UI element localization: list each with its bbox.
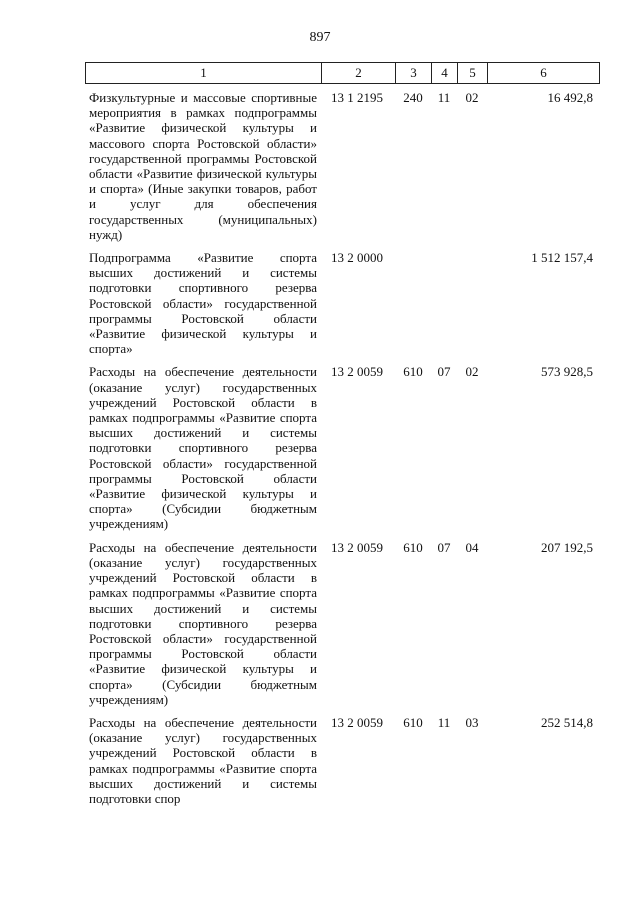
row-amount: 252 514,8 — [541, 714, 593, 730]
row-vr: 240 — [403, 90, 423, 105]
row-code: 13 2 0059 — [331, 714, 383, 730]
row-pr: 04 — [465, 539, 479, 555]
header-col-1: 1 — [86, 63, 322, 84]
row-rz: 07 — [437, 364, 451, 380]
row-name: Расходы на обеспечение деятельности (оказание услуг) государственных учреждений Ростовской области в рамках подпрограммы «Развитие спорта высших достижений и системы подготовки спортивного резерва Ростовской области» государственной программы Ростовской области «Развитие физической культуры и спорта» (Субсидии бюджетным учреждениям) — [89, 539, 317, 707]
row-amount: 16 492,8 — [547, 90, 593, 105]
row-code: 13 2 0059 — [331, 364, 383, 380]
row-name: Расходы на обеспечение деятельности (оказание услуг) государственных учреждений Ростовской области в рамках подпрограммы «Развитие спорта высших достижений и системы подготовки спор — [89, 714, 317, 806]
table-row — [85, 540, 599, 707]
row-vr: 610 — [403, 539, 423, 555]
table-row — [85, 715, 599, 806]
row-pr: 03 — [465, 714, 479, 730]
table-row — [85, 90, 599, 242]
row-name: Расходы на обеспечение деятельности (оказание услуг) государственных учреждений Ростовской области в рамках подпрограммы «Развитие спорта высших достижений и системы подготовки спортивного резерва Ростовской области» государственной программы Ростовской области «Развитие физической культуры и спорта» (Субсидии бюджетным учреждениям) — [89, 364, 317, 532]
header-col-5: 5 — [458, 63, 488, 84]
row-code: 13 2 0000 — [331, 250, 383, 266]
row-name: Подпрограмма «Развитие спорта высших достижений и системы подготовки спортивного резерва Ростовской области» государственной программы Ростовской области «Развитие физической культуры и спорта» — [89, 250, 317, 357]
header-col-2: 2 — [322, 63, 396, 84]
row-pr: 02 — [465, 90, 479, 105]
row-amount: 573 928,5 — [541, 364, 593, 380]
table-row — [85, 364, 599, 531]
row-vr: 610 — [403, 364, 423, 380]
row-pr: 02 — [465, 364, 479, 380]
row-rz: 11 — [437, 90, 451, 105]
row-code: 13 2 0059 — [331, 539, 383, 555]
table-body — [85, 90, 599, 814]
row-rz: 11 — [437, 714, 451, 730]
page-number: 897 — [309, 30, 331, 45]
row-vr: 610 — [403, 714, 423, 730]
header-col-3: 3 — [396, 63, 432, 84]
table-header — [85, 62, 600, 84]
row-code: 13 1 2195 — [331, 90, 383, 105]
row-amount: 207 192,5 — [541, 539, 593, 555]
row-rz: 07 — [437, 539, 451, 555]
row-amount: 1 512 157,4 — [531, 250, 593, 266]
row-name: Физкультурные и массовые спортивные мероприятия в рамках подпрограммы «Развитие физической культуры и массового спорта Ростовской области» государственной программы Ростовской области «Развитие физической культуры и спорта» (Иные закупки товаров, работ и услуг для обеспечения государственных (муниципальных) нужд) — [89, 90, 317, 242]
header-col-4: 4 — [432, 63, 458, 84]
table-row — [85, 250, 599, 356]
header-col-6: 6 — [488, 63, 600, 84]
